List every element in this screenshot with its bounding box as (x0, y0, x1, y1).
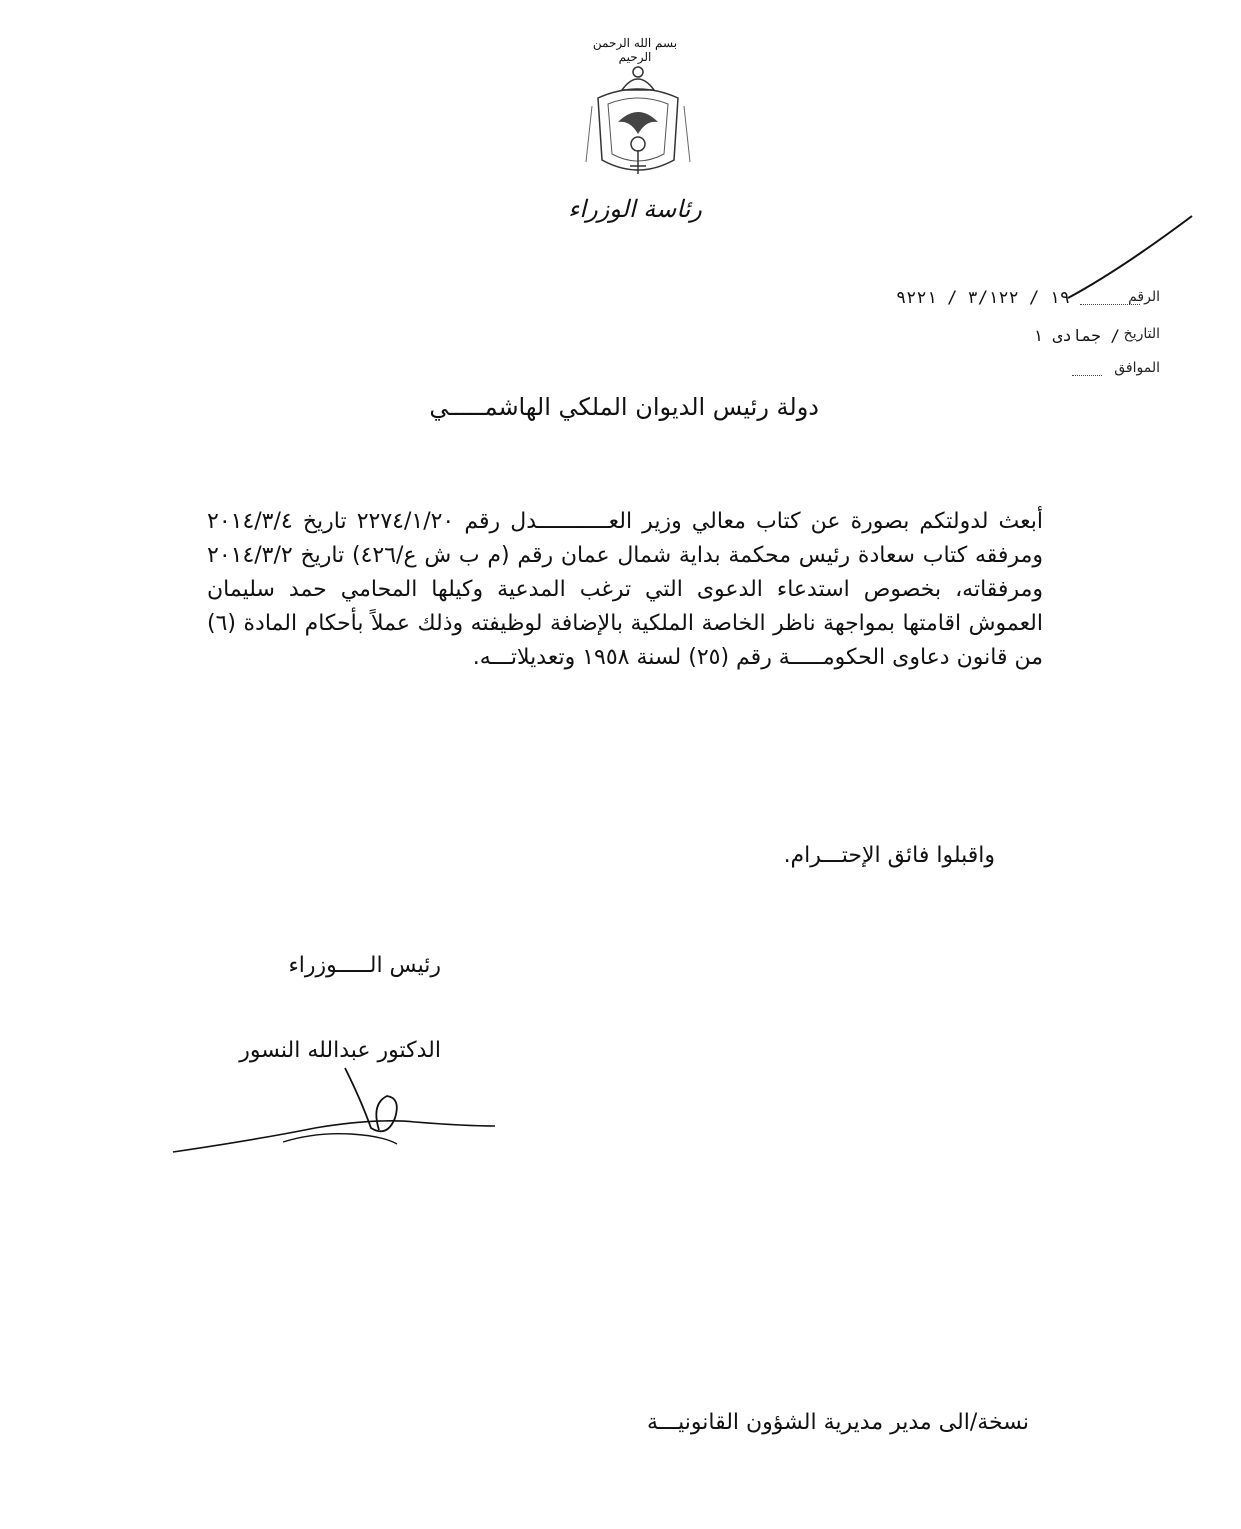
body-paragraph: أبعث لدولتكم بصورة عن كتاب معالي وزير العـــــــــــدل رقم ٢٢٧٤/١/٢٠ تاريخ ٢٠١٤/٣/٤ ومرفقه كتاب سعادة رئيس محكمة بداية شمال عمان رقم (م ب ش ع/٤٢٦) تاريخ ٢٠١٤/٣/٢ ومرفقاته، بخصوص استدعاء الدعوى التي ترغب المدعية وكيلها المحامي حمد سليمان العموش اقامتها بمواجهة ناظر الخاصة الملكية بالإضافة لوظيفته وذلك عملاً بأحكام المادة (٦) من قانون دعاوى الحكومـــــة رقم (٢٥) لسنة ١٩٥٨ وتعديلاتـــه. (207, 509, 1043, 670)
signatory-title: رئيس الـــــوزراء (288, 953, 441, 978)
reference-number-value: ١٩ / ٣/١٢٢ / ٩٢٢١ (895, 288, 1070, 308)
office-name: رئاسة الوزراء (568, 195, 702, 223)
corresponding-date-dots (1072, 375, 1102, 376)
basmala: بسم الله الرحمن الرحيم (592, 36, 678, 64)
signatory-name: الدكتور عبدالله النسور (239, 1038, 441, 1063)
closing-line: واقبلوا فائق الإحتـــرام. (783, 843, 995, 868)
handwritten-signature (165, 1060, 505, 1160)
corresponding-date-label: الموافق (1114, 360, 1160, 376)
addressee: دولة رئيس الديوان الملكي الهاشمـــــي (429, 393, 819, 421)
letter-body (207, 505, 1043, 675)
reference-number-label: الرقم (1128, 289, 1160, 305)
reference-number-dots (1080, 304, 1140, 305)
date-value: / جمادى ١ (1033, 326, 1120, 345)
date-label: التاريخ (1123, 326, 1160, 342)
jordan-coat-of-arms-icon (582, 62, 694, 192)
copy-recipient-note: نسخة/الى مدير مديرية الشؤون القانونيـــة (646, 1410, 1029, 1435)
